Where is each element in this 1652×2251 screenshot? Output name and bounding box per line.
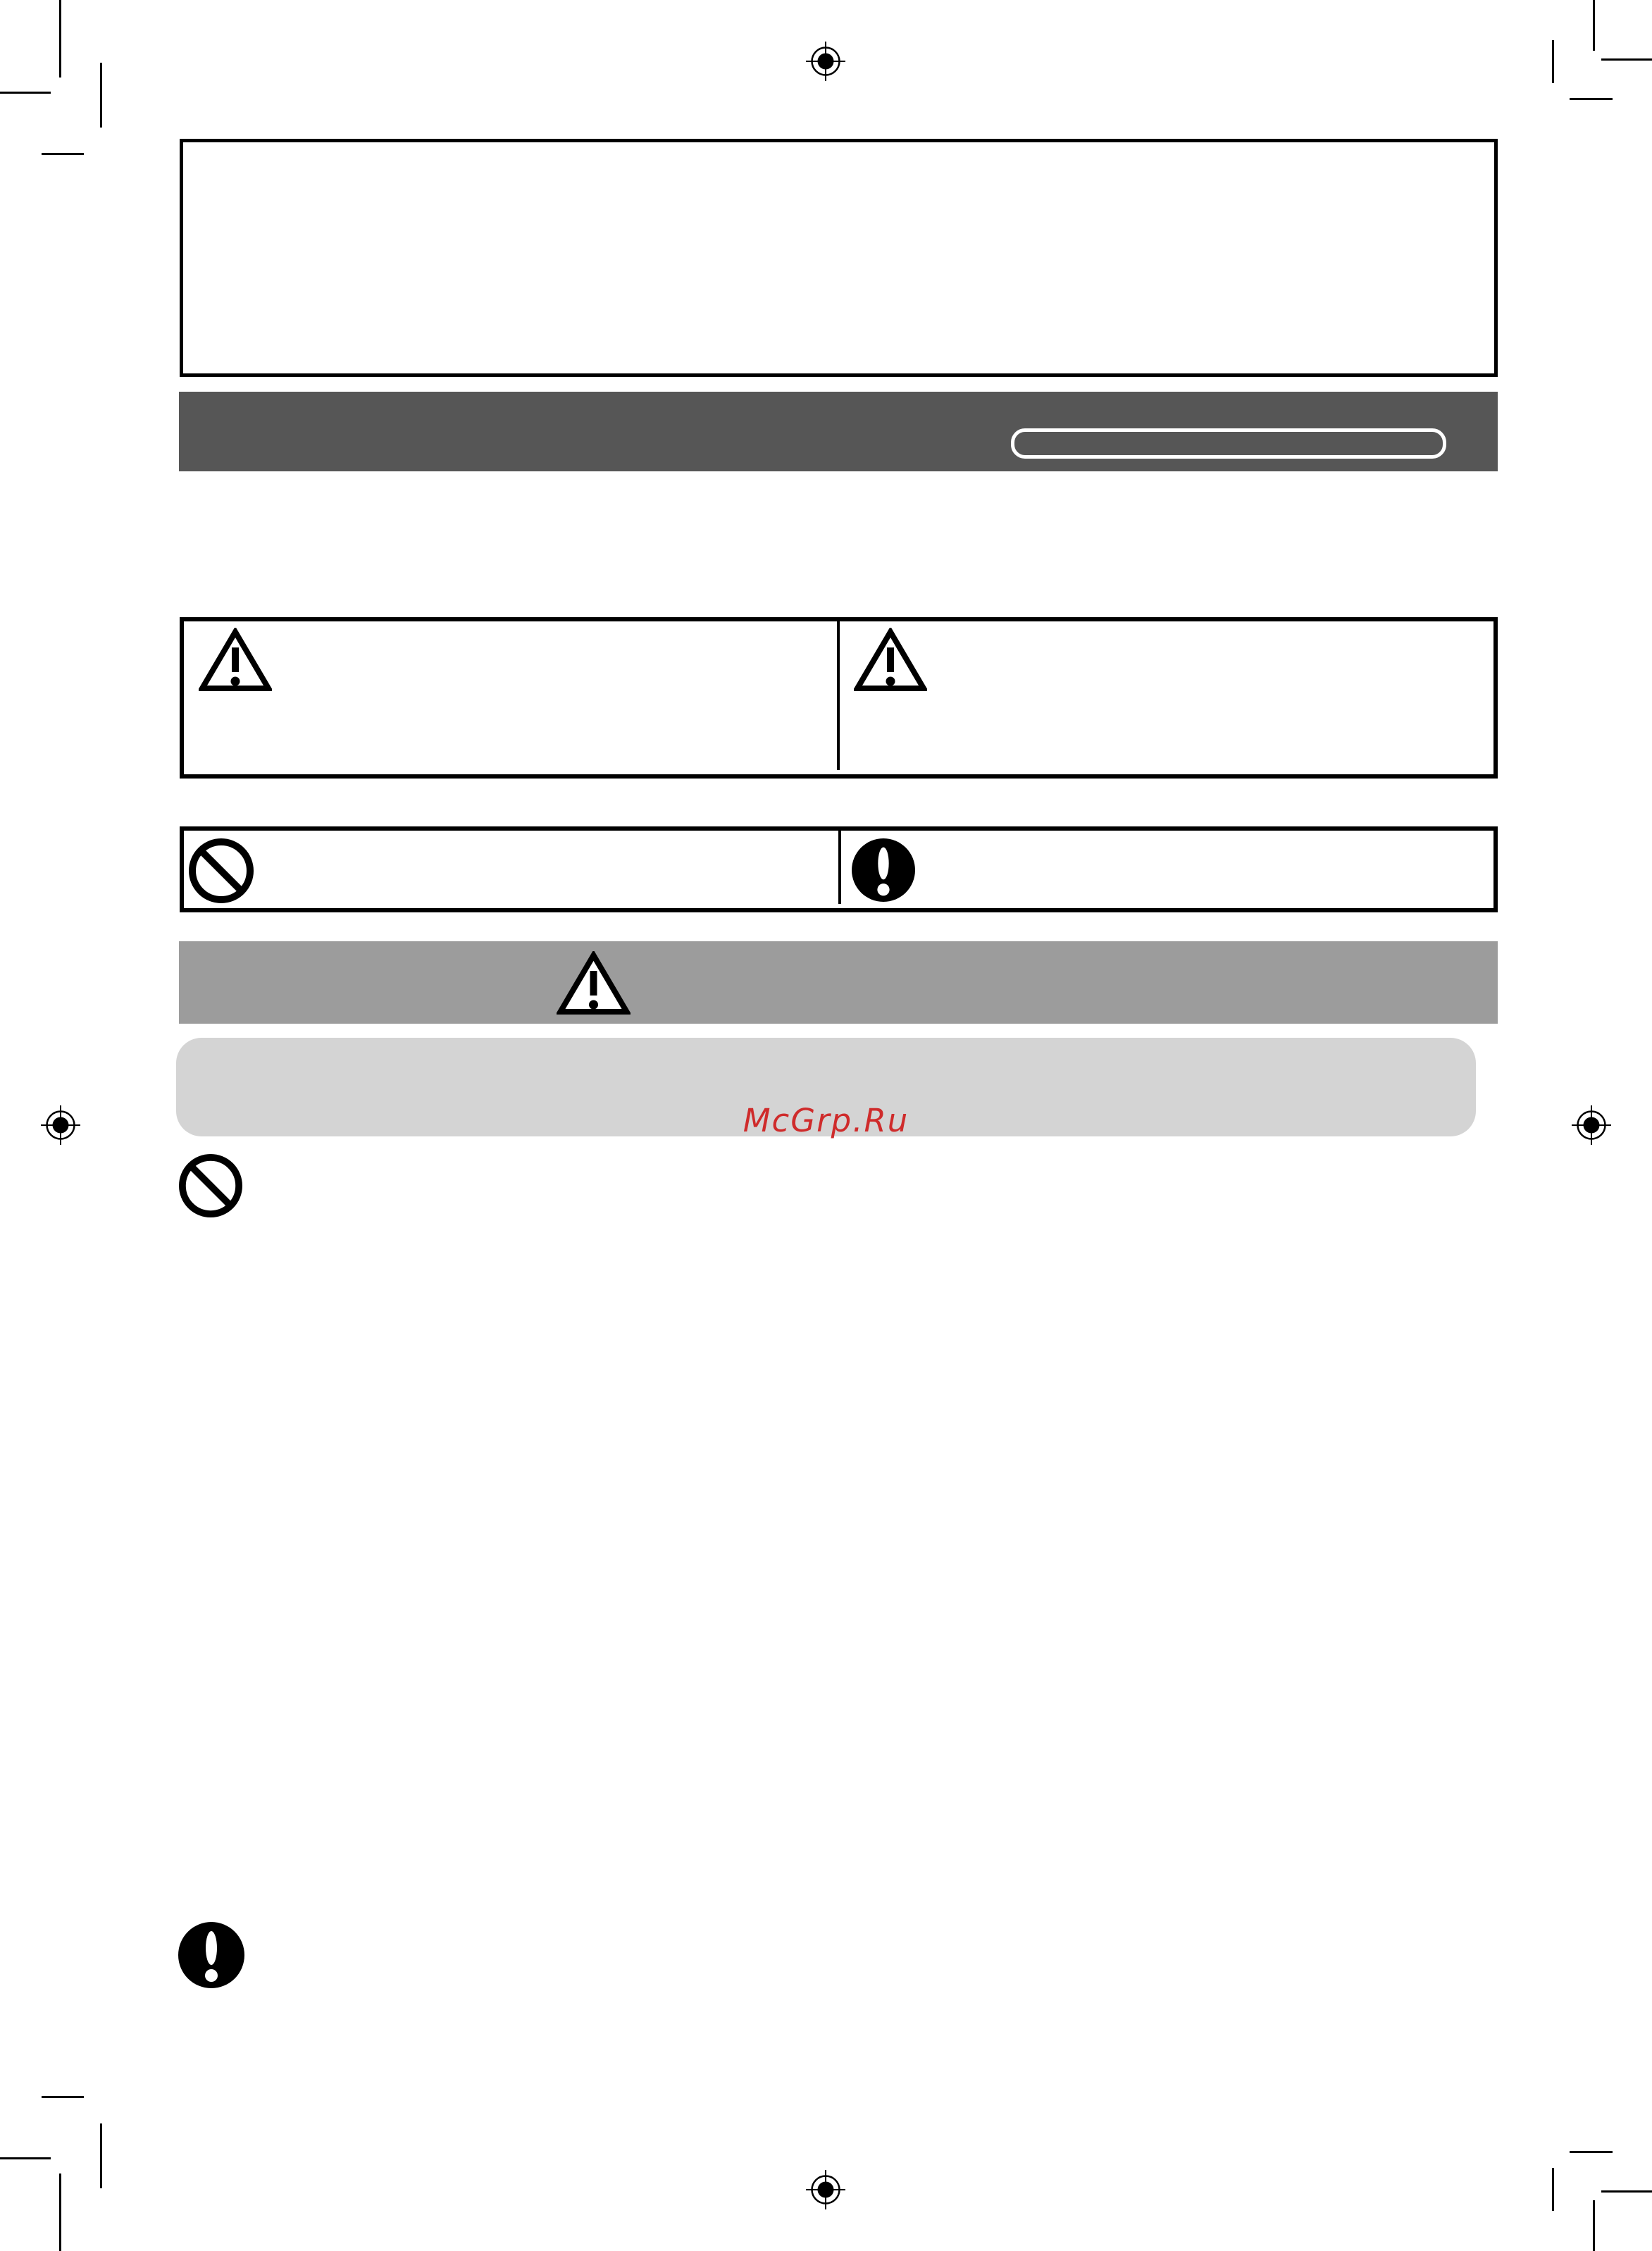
intro-text-box bbox=[180, 139, 1498, 377]
mandatory-action-icon bbox=[178, 1922, 244, 1988]
crop-mark bbox=[1570, 2151, 1613, 2153]
crop-mark bbox=[1601, 2190, 1652, 2193]
registration-mark bbox=[41, 1105, 80, 1145]
prohibition-icon bbox=[189, 838, 254, 903]
registration-mark bbox=[806, 2170, 845, 2209]
warning-triangle-icon bbox=[199, 628, 272, 693]
registration-mark bbox=[806, 42, 845, 81]
crop-mark bbox=[59, 2174, 61, 2251]
caution-banner bbox=[179, 941, 1498, 1024]
warning-triangle-icon bbox=[557, 951, 631, 1016]
crop-mark bbox=[100, 2123, 102, 2188]
crop-mark bbox=[0, 2157, 51, 2159]
warning-triangle-icon bbox=[854, 628, 927, 693]
prohibition-icon bbox=[179, 1154, 242, 1217]
crop-mark bbox=[1601, 58, 1652, 61]
mandatory-action-icon bbox=[852, 838, 915, 902]
crop-mark bbox=[1552, 40, 1554, 83]
crop-mark bbox=[1552, 2168, 1554, 2211]
crop-mark bbox=[42, 153, 84, 155]
crop-mark bbox=[0, 92, 51, 94]
signal-word-table-divider bbox=[837, 621, 840, 770]
watermark-text: McGrp.Ru bbox=[743, 1102, 909, 1139]
header-label-frame bbox=[1011, 428, 1446, 459]
crop-mark bbox=[59, 0, 61, 77]
symbol-key-table-divider bbox=[838, 831, 841, 904]
crop-mark bbox=[42, 2096, 84, 2098]
crop-mark bbox=[1570, 98, 1613, 100]
crop-mark bbox=[100, 63, 102, 128]
registration-mark bbox=[1572, 1105, 1611, 1145]
crop-mark bbox=[1593, 2200, 1595, 2251]
crop-mark bbox=[1593, 0, 1595, 51]
